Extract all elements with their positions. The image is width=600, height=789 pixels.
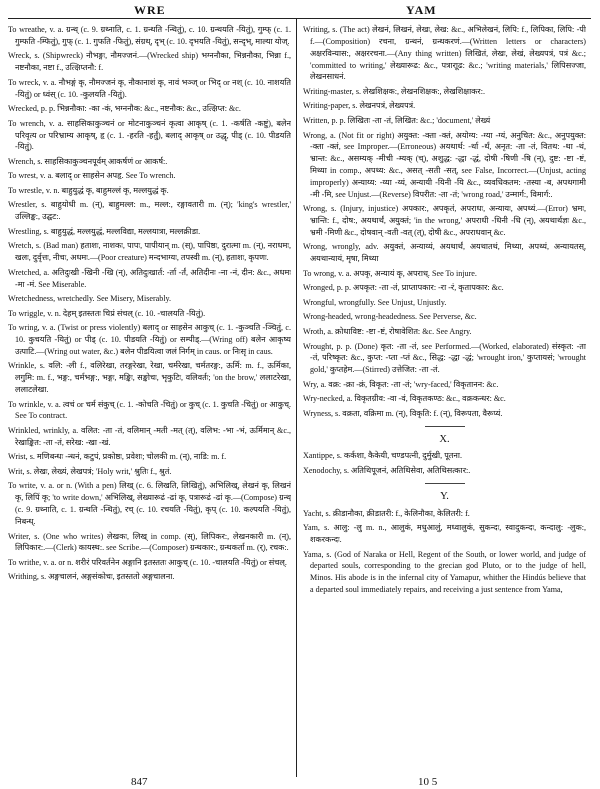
section-separator	[425, 426, 465, 427]
header-rule	[8, 18, 591, 19]
dictionary-entry: Xantippe, s. कर्कशा, कैकेयी, चण्डपत्नी, दुर्मुखी, पूतना.	[303, 451, 463, 461]
column-divider	[296, 19, 297, 777]
running-header-left: WRE	[134, 3, 166, 17]
dictionary-entry: Xenodochy, s. अतिथिपूजनं, अतिथिसेवा, अतिथिसत्कार:.	[303, 466, 471, 475]
dictionary-entry: To wrestle, v. n. बाहुयुद्धं कृ, बाहुमल्लं कृ, मल्लयुद्धं कृ.	[8, 185, 169, 195]
dictionary-entry: To wrest, v. a. बलाद् or साहसेन अपहृ. See To wrench.	[8, 171, 176, 181]
dictionary-entry: Writing-paper, s. लेखनपत्रं, लेख्यपत्रं.	[303, 101, 416, 111]
running-header-right: YAM	[406, 3, 437, 17]
page-number-right: 10 5	[418, 776, 438, 788]
dictionary-entry: Wrought, p. p. (Done) कृत: -ता -तं, see Performed.—(Worked, elaborated) संस्कृत: -ता -तं, परिष्कृत: &c., कुप्त: -प्ता -प्तं &c., सिद्ध: -द्धा -द्धं; 'wrought iron,' कुप्तायसं; 'wrought gold,' कुप्तहेम.—(Stirred) उत्तेजित: -ता -तं.	[303, 341, 586, 375]
dictionary-entry: Wrench, s. साहसिकाकुञ्चनपूर्वम् आकर्षणं or आकर्ष:.	[8, 156, 168, 166]
dictionary-entry: Wretch, s. (Bad man) हताशः, नाशकः, पापः, पापीयान् m. (स्), पापिष्ठः, दुरात्मा m. (न्), नराधमः, खलः, दुर्वृत्तः, नीचः, अधमः.—(Poor creature) मन्दभाग्यः, तपस्वी m. (न्), हताशः, कृपणः.	[8, 241, 291, 263]
dictionary-entry: Wrongful, wrongfully. See Unjust, Unjustly.	[303, 297, 447, 307]
dictionary-entry: Wrecked, p. p. भिन्ननौका: -का -कं, भग्ननौक: &c., नष्टनौक: &c., उत्क्षिप्त: &c.	[8, 104, 241, 114]
dictionary-entry: Wrong, wrongly, adv. अयुक्तं, अन्याय्यं, अयथार्थं, अयथातथं, मिथ्या, अपथ्यं, अन्यायतस्, अयथान्यायं, मृषा, मिथ्या	[303, 242, 586, 264]
section-letter-y: Y.	[440, 490, 449, 502]
dictionary-entry: To wring, v. a. (Twist or press violently) बलाद् or साहसेन आकुच् (c. 1. -कुञ्चति -ञ्चितुं, c. 10. कुचयति -यितुं) or पीड् (c. 10. पीडयति -यितुं) or सम्पीड्.—(Wring off) बलेन आकृष्य उत्पाटि.—(Wring out water, &c.) बलेन पीडयित्वा जलं निर्गम् in caus. or निःसृ in caus.	[8, 323, 291, 356]
page-number-left: 847	[131, 776, 148, 788]
dictionary-entry: To wrinkle, v. a. त्वचं or चर्म संकुच् (c. 1. -कोचति -चितुं) or कुच् (c. 1. कुचति -चितुं) or आकुच्. See To contract.	[8, 399, 291, 421]
dictionary-entry: Wretchedness, wretchedly. See Misery, Miserably.	[8, 294, 172, 304]
dictionary-entry: Yacht, s. क्रीडानौका, क्रीडातरी: f., केलिनौका, केलितरी: f.	[303, 508, 470, 518]
dictionary-entry: To wreathe, v. a. ग्रन्थ् (c. 9. ग्रथ्नाति, c. 1. ग्रन्थति -न्थितुं), c. 10. ग्रन्थयति -यितुं), गुम्फ् (c. 1. गुम्फति -म्फितुं), गुफ् (c. 1. गुफति -फितुं), संग्रथ्, दृभ् (c. 10. दृभयति -यितुं), सन्दृभ्, माल्या योज्.	[8, 25, 291, 46]
dictionary-entry: Wry-necked, a. विकृतग्रीव: -वा -वं, विकृतकण्ठ: &c., वक्रकन्धर: &c.	[303, 394, 506, 404]
section-separator	[425, 483, 465, 484]
dictionary-entry: Wrinkle, s. वलि: -ली f., वलिरेखा, तरङ्गरेखा, रेखा, चर्मरेखा, चर्मतरङ्ग:, ऊर्मि: m. f., ऊर्मिका, लगुमि: m. f., भङ्ग:, चर्मभङ्ग:, भङ्गः, मङ्किः, सङ्कोचः, भृकुटिः, वलिवर्तः; 'on the brow,' ललाटरेखा, ललाटलेखा.	[8, 361, 291, 395]
dictionary-entry: Wrong, a. (Not fit or right) अयुक्त: -क्ता -क्तं, अयोग्य: -ग्या -ग्यं, अनुचित: &c., अनुपयुक्त: -क्ता -क्तं, see Improper.—(Erroneous) अयथार्थ: -र्था -र्थं, अनृत: -ता -तं, वितथ: -था -थं, भ्रान्त: &c., असम्यक् -मीची -म्यक् (च्), अशुद्ध: -द्धा -द्धं, दोषी -षिणी -षि (न्), दुष्ट: -ष्टा -ष्टं, मिथ्या in comp., अपथ्य: &c., असत् -सती -सत्, see False, Incorrect.—(Unjust, acting improperly) अन्याय्य: -य्या -य्यं, अन्यायी -यिनी -यि &c., व्यवधिकतम: -तस्या -ब, अपथगामी -मी -मि, see Unjust.—(Reverse) विपरीत: -ता -तं; 'wrong road,' उन्मार्ग:, विमार्ग:.	[303, 130, 586, 199]
dictionary-entry: Wrestling, s. बाहुयुद्धं, मल्लयुद्धं, मल्लविद्या, मल्लयात्रा, मल्लक्रीडा.	[8, 226, 201, 236]
dictionary-entry: Yam, s. आलु: -लु m. n., आलुकं, मधुआलुं, मध्वालुकं, सुकन्दः, स्वादुकन्दः, कन्दालु: -लुक:, शकरकन्दः.	[303, 523, 586, 545]
dictionary-entry: Writhing, s. अङ्गचालनं, अङ्गसंकोचः, इतस्ततो अङ्गचालना.	[8, 572, 175, 582]
dictionary-entry: Writer, s. (One who writes) लेखकः, लिख् in comp. (स्), लिपिकर:, लेखनकारी m. (न्), लिपिकार:.—(Clerk) कायस्थ:. see Scribe.—(Composer) ग्रन्थकार:, ग्रन्थकर्ता m. (र्), रचक:.	[8, 531, 291, 553]
dictionary-entry: Wry, a. वक्र: -क्रा -क्रं, विकृत: -ता -तं; 'wry-faced,' विकृतानन: &c.	[303, 379, 499, 389]
dictionary-entry: To wrench, v. a. साहसिकाकुञ्चनं or मोटनाकुञ्चनं कृत्वा आकृष् (c. 1. -कर्षति -कष्टुं), बलेन परिवृत्य or परिभ्राम्य आकृष्, हृ (c. 1. -हरति -हर्तुं), बलाद् आकृष् or उद्धृ, पीड् (c. 10. पीडयति -यितुं).	[8, 118, 291, 152]
dictionary-entry: Writ, s. लेखः, लेख्यं, लेखपत्रं; 'Holy writ,' श्रुतिः f., श्रुतं.	[8, 466, 172, 476]
dictionary-entry: Wretched, a. अतिदुःखी -खिनी -खि (न्), अतिदुःखार्त: -र्ता -र्तं, अतिदीनः -ना -नं, दीन: &c., अधमः -मा -मं. See Miserable.	[8, 267, 291, 289]
section-letter-x: X.	[439, 433, 450, 445]
dictionary-entry: To write, v. a. or n. (With a pen) लिख् (c. 6. लिखति, लिखितुं), अभिलिख्, लेखनं कृ, लिखनं कृ, लिपिं कृ; 'to write down,' अभिलिख्, लेख्यारूढं -ढां कृ, पत्रारूढं -ढां कृ.—(Compose) ग्रन्थ् (c. 9. ग्रथ्नाति, c. 1. ग्रन्थति -न्थितुं), रच् (c. 10. रचयति -यितुं), कृप् (c. 10. कल्पयति -यितुं), निबन्ध्.	[8, 481, 291, 526]
dictionary-entry: To wrong, v. a. अपकृ, अन्यायं कृ, अपराध्. See To injure.	[303, 268, 477, 278]
dictionary-entry: Wroth, a. क्रोधाविष्ट: -ष्टा -ष्टं, रोषावेशित: &c. See Angry.	[303, 326, 472, 336]
dictionary-entry: Wrist, s. मणिबन्धः -न्धनं, कटुपं, प्रकोष्ठः, प्रवेशः; चोलकी m. (न्), नाडि: m. f.	[8, 452, 227, 462]
right-column-entries	[303, 24, 586, 420]
dictionary-entry: To wreck, v. a. नौभङ्गं कृ, नौमज्जनं कृ, नौकानाशं कृ, नावं भञ्ज् or भिद् or नश् (c. 10. नाशयति -यितुं) or ध्वंस् (c. 10. -कुलयति -यितुं).	[8, 77, 291, 99]
dictionary-entry: Wrinkled, wrinkly, a. वलित: -ता -तं, वलिमान् -मती -मत् (त्), वलिभ: -भा -भं, ऊर्मिमान् &c., रेखाङ्कित: -ता -तं, सरेख: -खा -खं.	[8, 426, 291, 447]
dictionary-entry: Written, p. p. लिखितः -ता -तं, लिखित: &c.; 'document,' लेख्यं	[303, 115, 491, 125]
dictionary-entry: To wriggle, v. n. देहम् इतस्ततः चिप्रं संचल् (c. 10. -चालयति -यितुं).	[8, 308, 206, 318]
dictionary-entry: Wryness, s. वक्रता, वक्रिमा m. (न्), विकृति: f. (न्), विरूपता, वैरूप्यं.	[303, 408, 503, 418]
dictionary-entry: Wronged, p. p. अपकृत: -ता -तं, प्राप्तापकार: -रा -रं, कृतापकार: &c.	[303, 283, 504, 293]
dictionary-entry: Writing, s. (The act) लेखनं, लिखनं, लेखः, लेख: &c., अभिलेखनं, लिपि: f., लिपिका, लिपि: -पी f.—(Composition) रचना, ग्रन्थनं, ग्रन्थकरणं.—(Written letters or characters) अक्षरविन्यास:, अक्षररचना.—(Any thing written) लिखितं, लेखः, लेखं, लेख्यपत्रं, पत्रं &c.; 'committed to writing,' लेख्यारूढ: &c., पत्राराूढ: &c.; 'writing materials,' लिपिसज्जा, लेखनसाधनं.	[303, 25, 586, 82]
right-column	[303, 24, 586, 776]
dictionary-entry: Writing-master, s. लेखशिक्षक:, लेखनशिक्षक:, लेखशिक्षाकर:.	[303, 86, 485, 96]
dictionary-entry: Yama, s. (God of Naraka or Hell, Regent of the South, or lower world, and judge of departed souls, corresponding to the grecian god Pluto, or to the judge of hell, Minos. His abode is in the infernal city of Yamapur, whither the Hindús believe that a departed soul immediately repairs, and receiving a just sentence from Yama,	[303, 549, 586, 595]
dictionary-entry: Wrong-headed, wrong-headedness. See Perverse, &c.	[303, 312, 477, 322]
dictionary-entry: To writhe, v. a. or n. शरीरं परिवर्तनेन अङ्गानि इतस्ततः आकुच् (c. 10. -चालयति -यितुं) or संचल्.	[8, 557, 287, 567]
dictionary-entry: Wreck, s. (Shipwreck) नौभङ्गः, नौमज्जनं.—(Wrecked ship) भग्ननौका, भिन्ननौका, भिन्ना f., नष्टनौका, नष्टा f., उत्क्षिप्तनौ: f.	[8, 51, 291, 73]
dictionary-entry: Wrong, s. (Injury, injustice) अपकार:, अपकृतं, अपराधः, अन्यायः, अपथ्यं.—(Error) भ्रमः, भ्रान्ति: f., दोष:, अयथार्थं, अयुक्तं; 'in the wrong,' अपराधी -धिनी -धि (न्), अयथार्थज्ञः &c., भ्रमी -मिणी &c., दोषवान् -वती -वत् (त्), दोषी &c., अपराधवान् &c.	[303, 204, 586, 237]
left-column	[8, 24, 291, 776]
dictionary-entry: Wrestler, s. बाहुयोधी m. (न्), बाहुमल्ल: m., मल्ल:, रङ्गावतारी m. (न्); 'king's wrestler,' उल्लिङ्क:, उद्घट:.	[8, 200, 291, 222]
